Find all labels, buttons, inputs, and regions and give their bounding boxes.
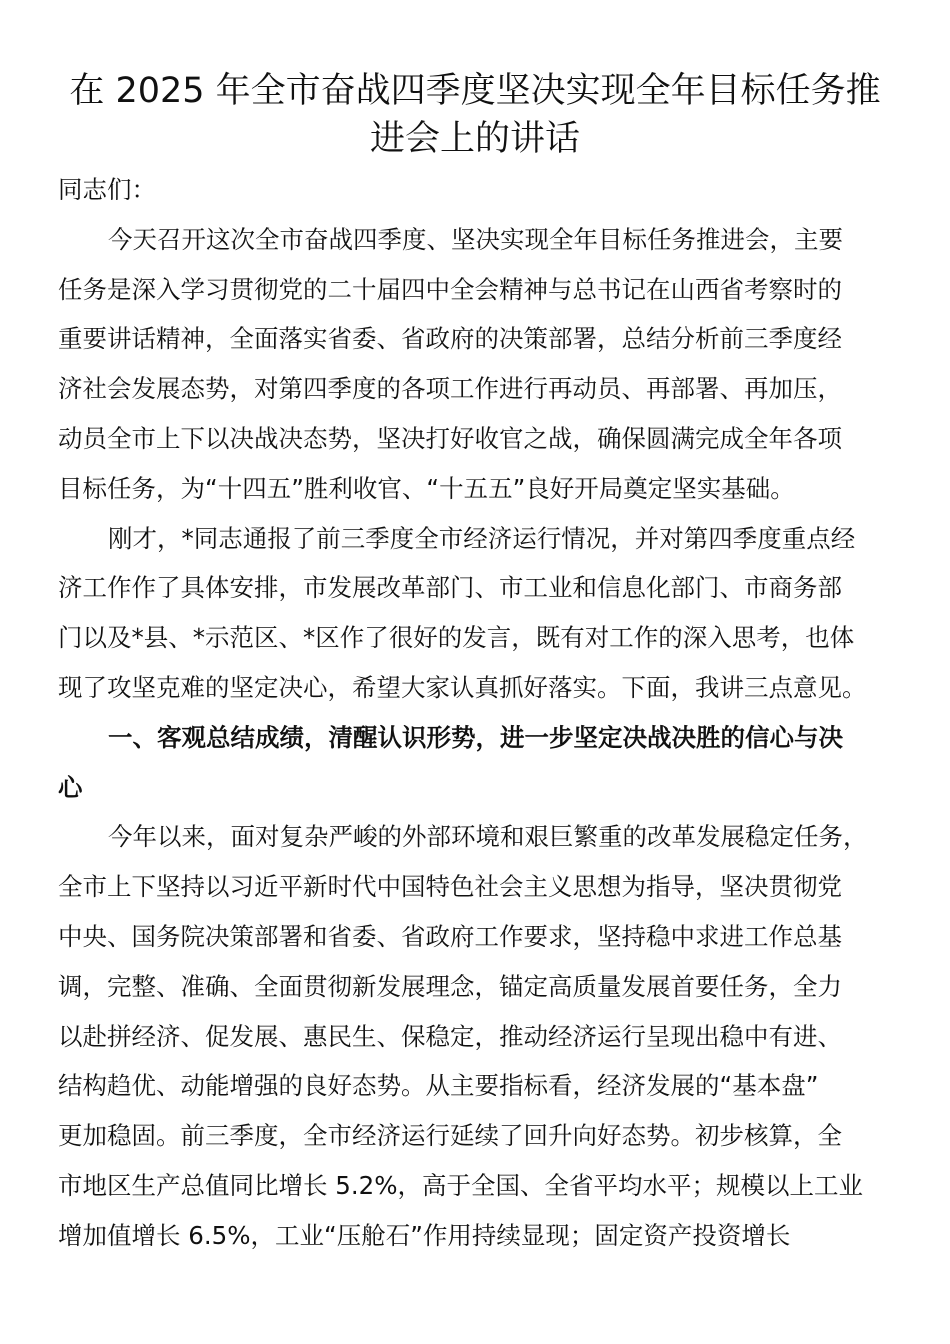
paragraph-review [58, 514, 898, 713]
paragraph-line: 中央、国务院决策部署和省委、省政府工作要求，坚持稳中求进工作总基 [58, 921, 842, 951]
paragraph-line: 刚才，*同志通报了前三季度全市经济运行情况，并对第四季度重点经 [108, 523, 856, 553]
paragraph-line: 以赴拼经济、促发展、惠民生、保稳定，推动经济运行呈现出稳中有进、 [58, 1021, 842, 1051]
paragraph-line: 济工作作了具体安排，市发展改革部门、市工业和信息化部门、市商务部 [58, 573, 842, 603]
document-body [58, 165, 898, 1261]
heading-line: 一、客观总结成绩，清醒认识形势，进一步坚定决战决胜的信心与决 [108, 722, 843, 752]
paragraph-line: 门以及*县、*示范区、*区作了很好的发言，既有对工作的深入思考，也体 [58, 623, 855, 653]
paragraph-achievements [58, 812, 898, 1260]
section-heading-1 [58, 713, 898, 813]
paragraph-line: 更加稳固。前三季度，全市经济运行延续了回升向好态势。初步核算，全 [58, 1121, 842, 1151]
paragraph-line: 增加值增长 6.5%，工业“压舱石”作用持续显现；固定资产投资增长 [58, 1220, 791, 1250]
paragraph-line: 重要讲话精神，全面落实省委、省政府的决策部署，总结分析前三季度经 [58, 324, 842, 354]
paragraph-line: 济社会发展态势，对第四季度的各项工作进行再动员、再部署、再加压， [58, 374, 842, 404]
paragraph-line: 动员全市上下以决战决态势，坚决打好收官之战，确保圆满完成全年各项 [58, 423, 842, 453]
paragraph-line: 今天召开这次全市奋战四季度、坚决实现全年目标任务推进会，主要 [108, 224, 843, 254]
paragraph-line: 任务是深入学习贯彻党的二十届四中全会精神与总书记在山西省考察时的 [58, 274, 842, 304]
title-line-1: 在 2025 年全市奋战四季度坚决实现全年目标任务推 [69, 71, 881, 111]
paragraph-opening [58, 215, 898, 514]
paragraph-line: 今年以来，面对复杂严峻的外部环境和艰巨繁重的改革发展稳定任务， [108, 822, 868, 852]
heading-line: 心 [58, 772, 83, 802]
paragraph-line: 目标任务，为“十四五”胜利收官、“十五五”良好开局奠定坚实基础。 [58, 473, 795, 503]
paragraph-line: 全市上下坚持以习近平新时代中国特色社会主义思想为指导，坚决贯彻党 [58, 872, 842, 902]
paragraph-line: 市地区生产总值同比增长 5.2%，高于全国、全省平均水平；规模以上工业 [58, 1170, 864, 1200]
paragraph-line: 调，完整、准确、全面贯彻新发展理念，锚定高质量发展首要任务，全力 [58, 971, 842, 1001]
title-line-2: 进会上的讲话 [369, 119, 580, 159]
document-title [0, 67, 950, 163]
salutation: 同志们： [58, 175, 156, 204]
paragraph-line: 结构趋优、动能增强的良好态势。从主要指标看，经济发展的“基本盘” [58, 1071, 819, 1101]
paragraph-line: 现了攻坚克难的坚定决心，希望大家认真抓好落实。下面，我讲三点意见。 [58, 672, 867, 702]
